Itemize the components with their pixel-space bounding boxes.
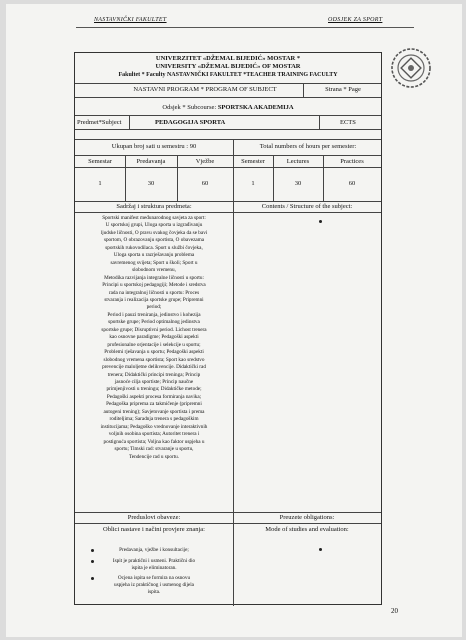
bullet-icon [91, 549, 94, 552]
hours-total-english: Total numbers of hours per semester: [259, 143, 357, 150]
university-name-english: UNIVERSITY «DŽEMAL BIJEDIĆ» OF MOSTAR [155, 63, 301, 70]
content-line: Problemi rješavanja u sportu; Pedagoški aspekti [104, 349, 204, 356]
content-line: Metodika razvijanja integralne ličnosti u sportu: [104, 274, 204, 281]
content-line: rada na integralnoj ličnosti u sportu: Proces [108, 289, 200, 296]
content-line: institucijama; Pedagoško vrednovanje interaktivnih [100, 423, 208, 430]
prerequisites-local: Preduslovi obaveze: [127, 514, 181, 521]
content-line: sportom, O obrazovanju sportista, O obavezama [103, 237, 205, 244]
bullet-icon [91, 560, 94, 563]
department-value: SPORTSKA AKADEMIJA [217, 104, 294, 111]
content-line: U sportskoj grupi, Uloga sporta u izgrađivanju [105, 222, 203, 229]
content-line: kao osnovne paradigme; Pedagoški aspekti [109, 334, 199, 341]
content-line: Period i pauzi treniranja, jedinstvo i kohezija [107, 311, 201, 318]
header-department: ODSJEK ZA SPORT [328, 17, 383, 23]
content-line: Pedagoški aspekti procesa formiranja navika; [106, 393, 202, 400]
content-line: slobodnom vremenu, [132, 267, 176, 274]
content-line: jasnoće cilja sportiste; Princip naučne [114, 378, 194, 385]
content-line: sportskih rukovodilaca. Sport u službi čovjeka, [105, 244, 203, 251]
content-line: profesionalne orjentacije i selekcije u sportu; [107, 341, 201, 348]
department-row [75, 104, 381, 112]
val-lectures: 30 [294, 180, 302, 187]
content-line: Tendencije rad u sportu. [128, 453, 180, 460]
document-page [6, 4, 462, 637]
program-title: NASTAVNI PROGRAM * PROGRAM OF SUBJECT [133, 86, 277, 93]
bullet-icon [319, 548, 322, 551]
subject-value: PEDAGOGIJA SPORTA [155, 119, 226, 126]
col-vjezbe: Vježbe [195, 158, 215, 165]
faculty-name: Fakultet * Faculty NASTAVNIČKI FAKULTET *TEACHER TRAINING FACULTY [118, 72, 338, 78]
content-line: trenera; Didaktički principi treninga; Princip [107, 371, 201, 378]
page-label: Strana * Page [325, 86, 361, 93]
content-line: postignuća sportista; Voljna kao faktor uspjeha u [103, 438, 205, 445]
col-lectures: Lectures [286, 158, 310, 165]
content-line: Pedagoška priprema za takmičenje (pripremni [106, 401, 202, 408]
bullet-icon [319, 220, 322, 223]
content-line: slobodnog vremena sportista; Sport kao sredstvo [103, 356, 205, 363]
content-line: sportske grupe; Disruptivni period. Lichost trenera [101, 326, 207, 333]
col-predavanja: Predavanja [136, 158, 166, 165]
ects-label: ECTS [340, 119, 356, 126]
content-line: autogeni trening); Savjetovanje sportista i prema [103, 408, 205, 415]
header-rule [76, 27, 414, 28]
prerequisites-english: Preuzete obligations: [279, 514, 335, 521]
val-practices: 60 [348, 180, 356, 187]
exam-item: Predavanja, vježbe i konsultacije; [77, 547, 231, 554]
exam-item: Ispit je praktični i usmeni. Praktični dio ispita je eliminatoran. [77, 558, 231, 572]
content-header-english: Contents / Structure of the subject: [261, 203, 353, 210]
content-line: Uloga sporta u razrješavanju problema [113, 252, 195, 259]
department-label: Odsjek * Subcourse: [162, 104, 217, 111]
exam-header-local: Oblici nastave i načini provjere znanja: [103, 526, 205, 533]
content-line: Principi u sportskoj pedagogiji; Metode i sredstva [102, 282, 206, 289]
val-predavanja: 30 [147, 180, 155, 187]
content-line: period; [146, 304, 162, 311]
subject-label: Predmet*Subject [77, 119, 122, 126]
content-line: sportske grupe; Period optimalnog jedinstva [108, 319, 200, 326]
content-line: savremenog svijeta; Sport u školi; Sport u [110, 259, 198, 266]
content-header-local: Sadržaj i struktura predmeta: [116, 203, 192, 210]
page-number: 20 [391, 607, 398, 615]
content-line: roditeljima; Saradnja trenera s pedagoškim [109, 416, 199, 423]
val-vjezbe: 60 [201, 180, 209, 187]
content-body [76, 215, 232, 461]
content-line: primjenjivosti u treningu; Didaktičke metode; [106, 386, 202, 393]
content-line: stvaranja i realizacija sportske grupe; Pripremni [104, 296, 204, 303]
exam-item: Ocjena ispita se formira na osnovu uspjeha iz praktičnog i usmenog dijela ispita. [77, 575, 231, 595]
university-seal-icon [389, 46, 433, 90]
val-semester: 1 [251, 180, 255, 187]
header-faculty: NASTAVNIČKI FAKULTET [94, 17, 167, 23]
content-line: Sportski manifest međunarodnog savjeta za sport: [102, 215, 206, 221]
val-semestar: 1 [98, 180, 102, 187]
program-form [74, 52, 382, 605]
col-semester: Semester [241, 158, 265, 165]
hours-total-local: Ukupan broj sati u semestru : 90 [111, 143, 197, 150]
content-line: prevencije maloljetne delikvencije. Didaktički rad [102, 364, 206, 371]
content-line: sportu; Timski rad: stvaranje u sportu, [114, 446, 194, 453]
col-practices: Practices [340, 158, 364, 165]
content-line: voljnih osobina sportista; Autoritet trenera i [108, 431, 200, 438]
content-line: ljudske ličnosti, O pravu svakog čovjeka da se bavi [100, 229, 208, 236]
university-name-local: UNIVERZITET «DŽEMAL BIJEDIĆ» MOSTAR * [155, 55, 301, 62]
exam-header-english: Mode of studies and evaluation: [265, 526, 349, 533]
col-semestar: Semestar [88, 158, 112, 165]
exam-list [77, 547, 231, 596]
